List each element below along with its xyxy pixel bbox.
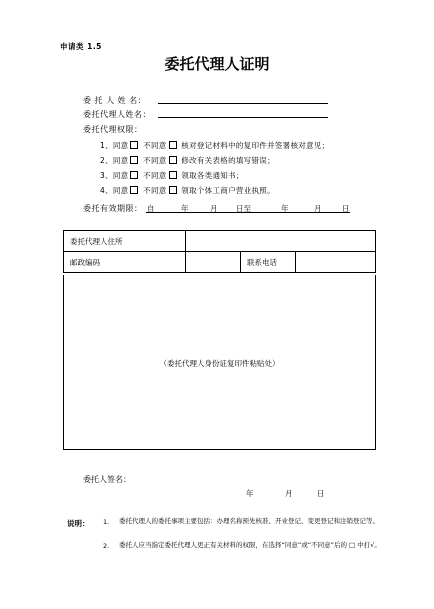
disagree-checkbox[interactable] bbox=[169, 141, 177, 149]
signature-year: 年 bbox=[246, 489, 254, 498]
option-number: 3、 bbox=[100, 171, 113, 180]
option-number: 4、 bbox=[100, 186, 113, 195]
authority-option-2 bbox=[100, 155, 275, 166]
disagree-checkbox[interactable] bbox=[169, 186, 177, 194]
disagree-text: 不同意 bbox=[143, 141, 167, 150]
authority-option-1 bbox=[100, 140, 329, 151]
note-number: 2. bbox=[103, 542, 110, 550]
id-copy-paste-area bbox=[63, 275, 376, 450]
validity-from: 自 bbox=[147, 204, 155, 213]
phone-field[interactable] bbox=[296, 252, 376, 273]
address-label: 委托代理人住所 bbox=[64, 231, 186, 252]
disagree-checkbox[interactable] bbox=[169, 156, 177, 164]
validity-day-2: 日 bbox=[342, 204, 350, 213]
disagree-text: 不同意 bbox=[143, 171, 167, 180]
option-text: 核对登记材料中的复印件并签署核对意见； bbox=[181, 141, 330, 150]
authority-option-3 bbox=[100, 170, 244, 181]
authority-label: 委托代理权限： bbox=[83, 125, 143, 134]
notes-heading: 说明： bbox=[67, 519, 90, 528]
option-text: 领取各类通知书； bbox=[181, 171, 244, 180]
note-text: 委托代理人的委托事项主要包括：办理名称预先核准、开业登记、变更登记和注销登记等。 bbox=[119, 517, 379, 525]
validity-year-2: 年 bbox=[281, 204, 289, 213]
note-text: 委托人应当指定委托代理人更正有关材料的权限，在选择“同意”或“不同意”后的 □ 中打√。 bbox=[119, 541, 381, 549]
agree-checkbox[interactable] bbox=[130, 186, 138, 194]
page-title: 委托代理人证明 bbox=[164, 55, 270, 73]
agree-text: 同意 bbox=[112, 186, 129, 195]
validity-month-2: 月 bbox=[314, 204, 322, 213]
validity-label: 委托有效期限： bbox=[83, 204, 143, 213]
note-number: 1. bbox=[103, 518, 110, 526]
disagree-text: 不同意 bbox=[143, 186, 167, 195]
phone-label: 联系电话 bbox=[241, 252, 296, 273]
id-copy-label: （委托代理人身份证复印件粘贴处） bbox=[159, 359, 280, 368]
validity-day-to: 日至 bbox=[236, 204, 251, 213]
agree-text: 同意 bbox=[112, 171, 129, 180]
signature-day: 日 bbox=[317, 489, 325, 498]
postal-field[interactable] bbox=[186, 252, 241, 273]
disagree-text: 不同意 bbox=[143, 156, 167, 165]
contact-row bbox=[64, 252, 376, 273]
agree-checkbox[interactable] bbox=[130, 156, 138, 164]
agree-text: 同意 bbox=[112, 156, 129, 165]
postal-label: 邮政编码 bbox=[64, 252, 186, 273]
disagree-checkbox[interactable] bbox=[169, 171, 177, 179]
principal-name-field[interactable] bbox=[158, 103, 328, 104]
authority-option-4 bbox=[100, 185, 275, 196]
validity-year: 年 bbox=[181, 204, 189, 213]
address-row bbox=[64, 231, 376, 252]
validity-month: 月 bbox=[210, 204, 218, 213]
agree-checkbox[interactable] bbox=[130, 141, 138, 149]
signature-label: 委托人签名： bbox=[83, 475, 131, 484]
agent-name-label: 委托代理人姓名： bbox=[83, 110, 151, 119]
form-number: 申请类 1.5 bbox=[60, 42, 102, 51]
principal-name-label: 委 托 人 姓 名： bbox=[83, 96, 147, 105]
agent-info-table bbox=[63, 230, 376, 273]
option-text: 修改有关表格的填写错误； bbox=[181, 156, 275, 165]
option-number: 2、 bbox=[100, 156, 113, 165]
signature-month: 月 bbox=[285, 489, 293, 498]
agent-name-field[interactable] bbox=[158, 117, 328, 118]
option-text: 领取个体工商户营业执照。 bbox=[181, 186, 275, 195]
agree-checkbox[interactable] bbox=[130, 171, 138, 179]
option-number: 1、 bbox=[100, 141, 113, 150]
agree-text: 同意 bbox=[112, 141, 129, 150]
address-field[interactable] bbox=[186, 231, 376, 252]
